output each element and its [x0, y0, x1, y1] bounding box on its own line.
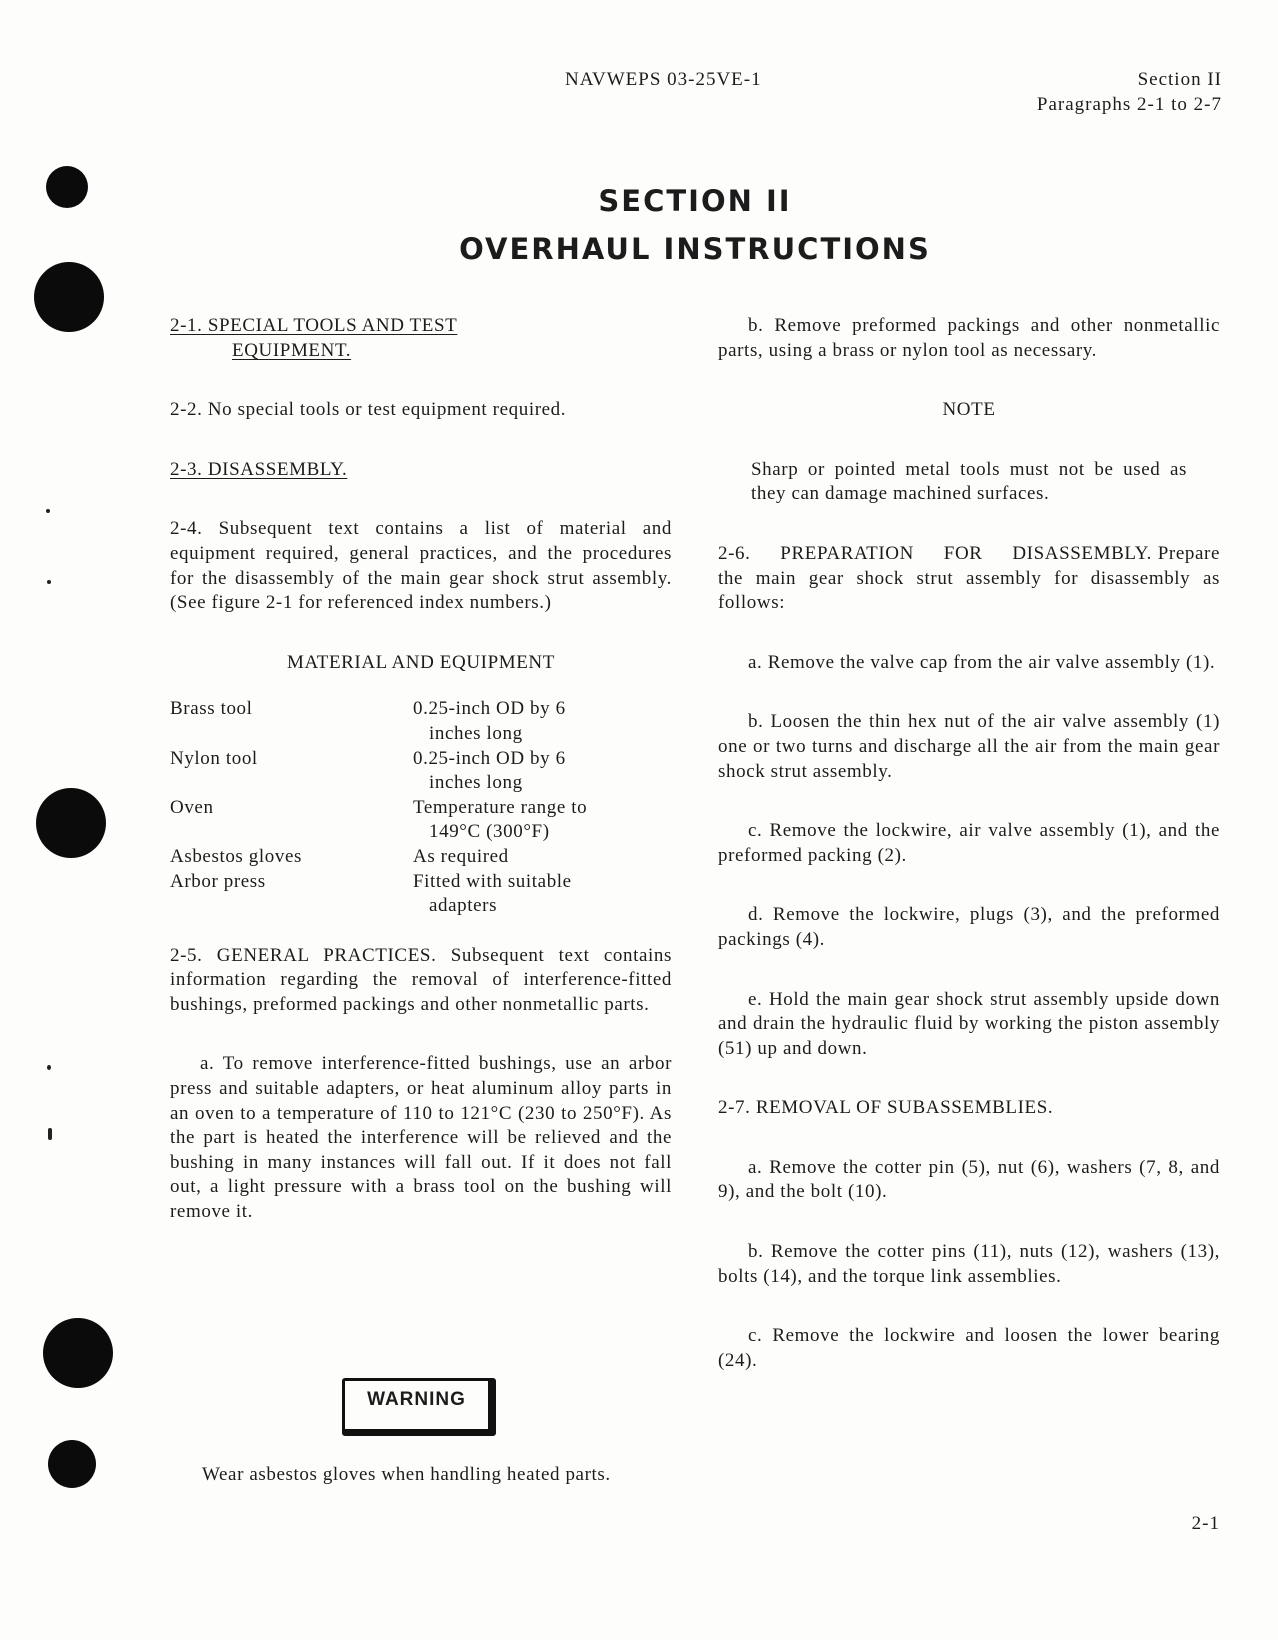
material-spec-line1: 0.25-inch OD by 6 — [413, 698, 566, 720]
warning-text: Wear asbestos gloves when handling heated parts. — [202, 1464, 611, 1485]
para-2-7-b: b. Remove the cotter pins (11), nuts (12), washers (13), bolts (14), and the torque link assemblies. — [718, 1241, 1220, 1287]
material-table — [170, 697, 587, 918]
para-2-4: 2-4. Subsequent text contains a list of material and equipment required, general practices, and the procedures for the disassembly of the main gear shock strut assembly. (See figure 2-1 for referenced index numbers.) — [170, 518, 672, 614]
section-label: Section II — [1137, 69, 1222, 90]
para-2-5-a: a. To remove interference-fitted bushings, use an arbor press and suitable adapters, or heat aluminum alloy parts in an oven to a temperature of 110 to 121°C (230 to 250°F). As the part is heated the interference will be relieved and the bushing in many instances will fall out. If it does not fall out, a light pressure with a brass tool on the bushing will remove it. — [170, 1053, 672, 1223]
material-spec-line1: Temperature range to — [413, 796, 588, 818]
material-spec — [413, 870, 587, 919]
para-2-6-e: e. Hold the main gear shock strut assembly upside down and drain the hydraulic fluid by working the piston assembly (51) up and down. — [718, 988, 1220, 1059]
para-2-2: 2-2. No special tools or test equipment required. — [170, 399, 567, 421]
para-2-5-heading: 2-5. GENERAL PRACTICES. — [170, 944, 437, 966]
table-row — [170, 697, 587, 746]
speck — [46, 509, 50, 513]
page-number: 2-1 — [1191, 1513, 1220, 1534]
heading-2-3 — [170, 458, 672, 483]
material-heading: MATERIAL AND EQUIPMENT — [287, 651, 555, 673]
binder-hole-5 — [48, 1440, 96, 1488]
material-item: Nylon tool — [170, 747, 258, 769]
material-spec-line2: adapters — [429, 895, 498, 917]
note-text: Sharp or pointed metal tools must not be used as they can damage machined surfaces. — [751, 458, 1187, 505]
material-item: Brass tool — [170, 698, 253, 720]
binder-hole-3 — [36, 788, 106, 858]
para-2-6-d: d. Remove the lockwire, plugs (3), and the preformed packings (4). — [718, 904, 1220, 950]
warning-text-block — [202, 1463, 638, 1488]
para-2-6-a: a. Remove the valve cap from the air valve assembly (1). — [748, 651, 1216, 673]
material-spec-line2: inches long — [429, 772, 523, 794]
table-row — [170, 796, 587, 845]
para-2-6-b: b. Loosen the thin hex nut of the air valve assembly (1) one or two turns and discharge all the air from the main gear shock strut assembly. — [718, 711, 1220, 782]
section-title: SECTION II — [598, 184, 792, 218]
para-2-6 — [718, 542, 1220, 616]
para-2-6-heading: 2-6. PREPARATION FOR DISASSEMBLY. — [718, 542, 1152, 564]
table-row — [170, 845, 587, 870]
doc-number: NAVWEPS 03-25VE-1 — [565, 69, 762, 90]
para-2-7-a: a. Remove the cotter pin (5), nut (6), washers (7, 8, and 9), and the bolt (10). — [718, 1156, 1220, 1203]
table-row — [170, 747, 587, 796]
material-spec-line2: inches long — [429, 722, 523, 744]
material-spec: As required — [413, 845, 509, 867]
paragraphs-label: Paragraphs 2-1 to 2-7 — [1036, 94, 1222, 115]
left-column — [170, 314, 672, 1225]
note-label: NOTE — [942, 399, 996, 421]
section-subtitle: OVERHAUL INSTRUCTIONS — [459, 232, 931, 266]
material-spec — [413, 697, 587, 746]
material-spec — [413, 796, 587, 845]
para-2-5-b: b. Remove preformed packings and other nonmetallic parts, using a brass or nylon tool as necessary. — [718, 315, 1220, 361]
binder-hole-2 — [34, 262, 104, 332]
para-2-5-body: Subsequent text contains information regarding the removal of interference-fitted bushings, preformed packings and other nonmetallic parts. — [170, 944, 672, 1015]
warning-label: WARNING — [342, 1378, 496, 1436]
binder-hole-4 — [43, 1318, 113, 1388]
material-spec-line2: 149°C (300°F) — [429, 821, 550, 843]
material-spec-line1: Fitted with suitable — [413, 870, 572, 892]
para-2-7-c: c. Remove the lockwire and loosen the lower bearing (24). — [718, 1325, 1220, 1371]
material-item: Oven — [170, 796, 214, 818]
para-2-6-c: c. Remove the lockwire, air valve assembly (1), and the preformed packing (2). — [718, 820, 1220, 866]
material-spec-line1: 0.25-inch OD by 6 — [413, 747, 566, 769]
heading-2-1-line2: EQUIPMENT. — [232, 339, 352, 361]
heading-2-7: 2-7. REMOVAL OF SUBASSEMBLIES. — [718, 1097, 1054, 1119]
heading-2-1 — [170, 314, 672, 363]
heading-2-1-line1: 2-1. SPECIAL TOOLS AND TEST — [170, 315, 458, 336]
speck — [48, 1128, 52, 1140]
material-item: Arbor press — [170, 870, 266, 892]
heading-2-3-text: 2-3. DISASSEMBLY. — [170, 458, 348, 480]
para-2-5 — [170, 944, 672, 1018]
speck — [47, 1065, 51, 1070]
speck — [47, 580, 51, 584]
right-column — [718, 314, 1220, 1373]
material-spec — [413, 747, 587, 796]
para-2-6-body: Prepare the main gear shock strut assembly for disassembly as follows: — [718, 542, 1220, 614]
table-row — [170, 870, 587, 919]
material-item: Asbestos gloves — [170, 845, 302, 867]
